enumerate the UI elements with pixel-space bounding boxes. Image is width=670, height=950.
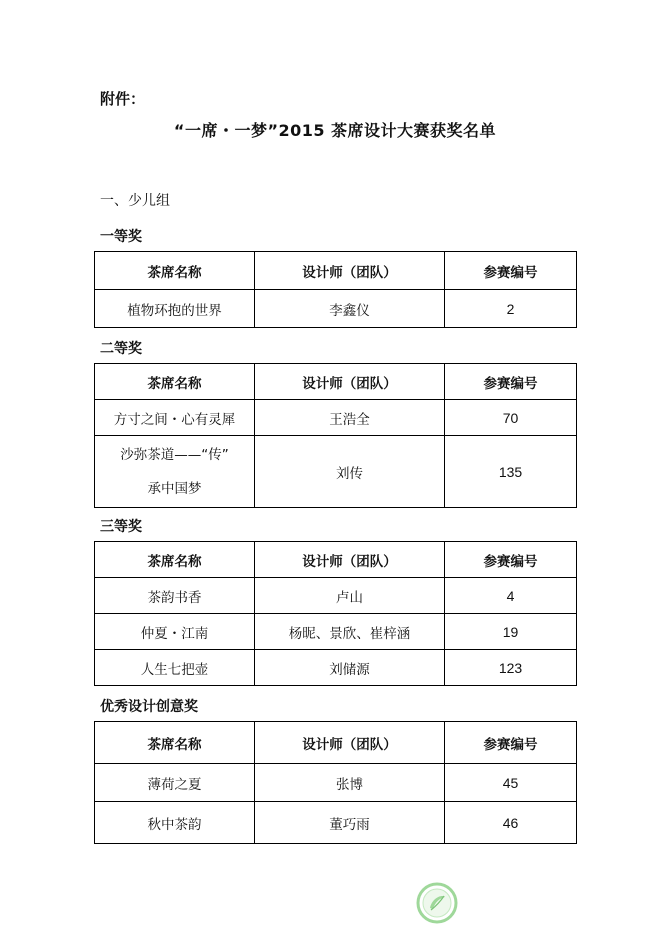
designer: 张博 xyxy=(255,764,445,802)
column-header-number: 参赛编号 xyxy=(445,252,577,290)
column-header-name: 茶席名称 xyxy=(95,252,255,290)
seal-logo-icon xyxy=(416,882,458,924)
column-header-designer: 设计师（团队） xyxy=(255,364,445,400)
column-header-number: 参赛编号 xyxy=(445,722,577,764)
group-label: 一、少儿组 xyxy=(100,193,170,209)
table-row xyxy=(95,764,577,802)
seal-inner xyxy=(423,889,451,917)
column-header-designer: 设计师（团队） xyxy=(255,252,445,290)
tea-name: 植物环抱的世界 xyxy=(95,290,255,328)
entry-number: 19 xyxy=(445,614,577,650)
tea-name: 薄荷之夏 xyxy=(95,764,255,802)
third-prize-table xyxy=(94,541,577,686)
entry-number: 4 xyxy=(445,578,577,614)
tea-name: 茶韵书香 xyxy=(95,578,255,614)
first-prize-table xyxy=(94,251,577,328)
column-header-number: 参赛编号 xyxy=(445,364,577,400)
page-title: “一席・一梦”2015 茶席设计大赛获奖名单 xyxy=(173,121,497,140)
tea-name-line-2: 承中国梦 xyxy=(147,480,202,497)
table-row xyxy=(95,400,577,436)
column-header-designer: 设计师（团队） xyxy=(255,722,445,764)
award-title-third: 三等奖 xyxy=(100,519,142,535)
designer: 刘储源 xyxy=(255,650,445,686)
entry-number: 2 xyxy=(445,290,577,328)
designer: 李鑫仪 xyxy=(255,290,445,328)
table-header-row xyxy=(95,722,577,764)
entry-number: 70 xyxy=(445,400,577,436)
table-header-row xyxy=(95,252,577,290)
column-header-name: 茶席名称 xyxy=(95,364,255,400)
table-row xyxy=(95,650,577,686)
designer: 刘传 xyxy=(255,436,445,508)
table-row xyxy=(95,290,577,328)
table-row xyxy=(95,578,577,614)
designer: 卢山 xyxy=(255,578,445,614)
table-row xyxy=(95,614,577,650)
tea-name: 仲夏・江南 xyxy=(95,614,255,650)
column-header-designer: 设计师（团队） xyxy=(255,542,445,578)
column-header-number: 参赛编号 xyxy=(445,542,577,578)
second-prize-table xyxy=(94,363,577,508)
entry-number: 45 xyxy=(445,764,577,802)
column-header-name: 茶席名称 xyxy=(95,722,255,764)
tea-name: 人生七把壶 xyxy=(95,650,255,686)
creative-award-table xyxy=(94,721,577,844)
table-header-row xyxy=(95,542,577,578)
tea-name: 秋中茶韵 xyxy=(95,802,255,844)
award-title-creative: 优秀设计创意奖 xyxy=(100,699,198,715)
entry-number: 135 xyxy=(445,436,577,508)
award-title-first: 一等奖 xyxy=(100,229,142,245)
designer: 王浩全 xyxy=(255,400,445,436)
tea-name xyxy=(95,436,255,508)
award-title-second: 二等奖 xyxy=(100,341,142,357)
table-row xyxy=(95,436,577,508)
entry-number: 123 xyxy=(445,650,577,686)
designer: 杨昵、景欣、崔梓涵 xyxy=(255,614,445,650)
tea-name-line-1: 沙弥茶道——“传” xyxy=(120,446,229,463)
table-row xyxy=(95,802,577,844)
table-header-row xyxy=(95,364,577,400)
designer: 董巧雨 xyxy=(255,802,445,844)
column-header-name: 茶席名称 xyxy=(95,542,255,578)
tea-name: 方寸之间・心有灵犀 xyxy=(95,400,255,436)
entry-number: 46 xyxy=(445,802,577,844)
attachment-label: 附件： xyxy=(100,90,146,108)
